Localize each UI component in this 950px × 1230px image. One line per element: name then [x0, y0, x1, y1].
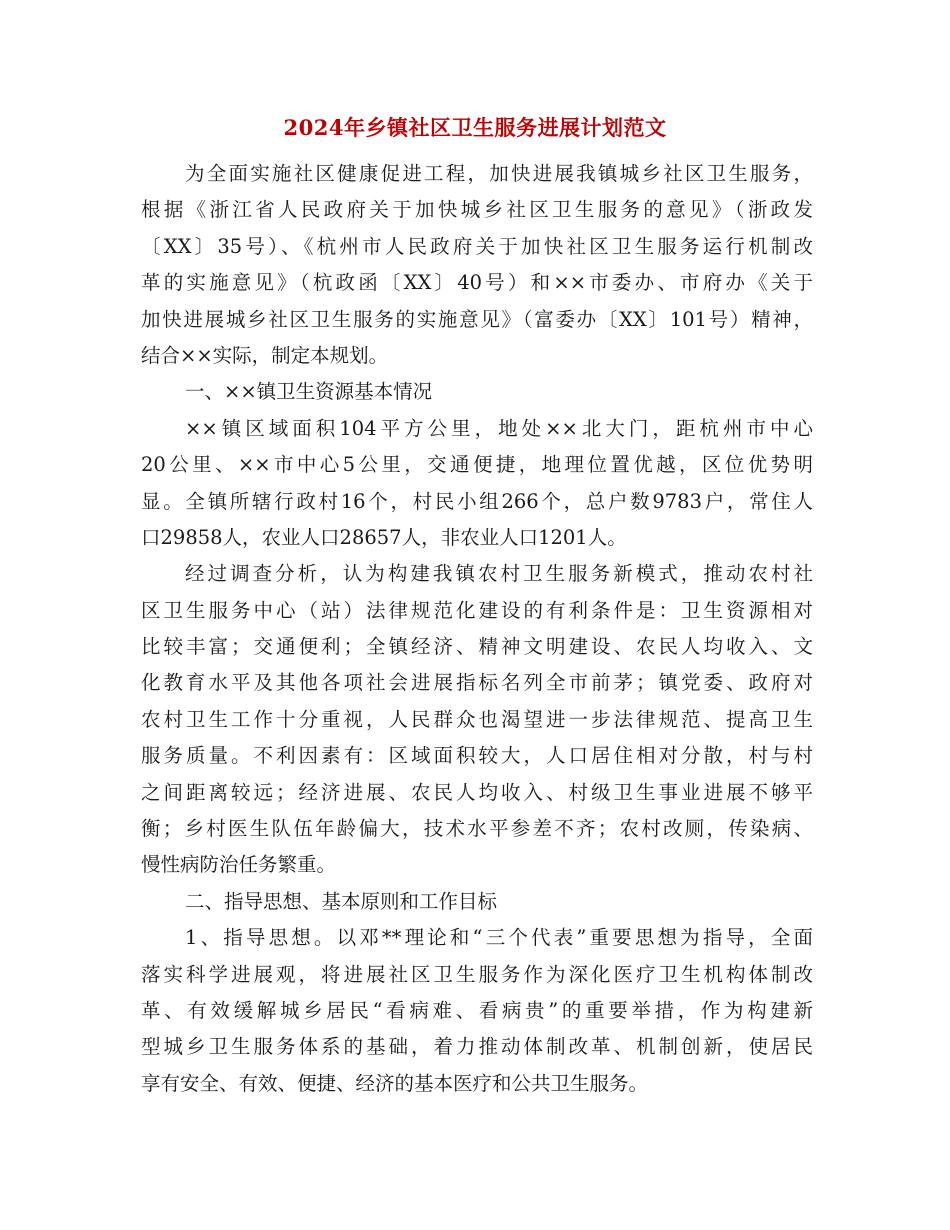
document-body: [141, 156, 813, 1102]
paragraph-line: 型城乡卫生服务体系的基础，着力推动体制改革、机制创新，使居民: [141, 1035, 813, 1059]
paragraph-line: 结合××实际，制定本规划。: [141, 343, 389, 367]
paragraph-line: 口29858人，农业人口28657人，非农业人口1201人。: [141, 525, 627, 549]
paragraph-analysis: [141, 556, 813, 884]
section-heading-text: 一、××镇卫生资源基本情况: [185, 380, 433, 404]
paragraph-guiding-ideology: [141, 920, 813, 1102]
paragraph-line: 化教育水平及其他各项社会进展指标名列全市前茅；镇党委、政府对: [141, 671, 813, 695]
paragraph-line: 革、有效缓解城乡居民“看病难、看病贵”的重要举措，作为构建新: [141, 998, 813, 1022]
paragraph-line: 〔XX〕35号）、《杭州市人民政府关于加快社区卫生服务运行机制改: [141, 234, 813, 258]
paragraph-line: 服务质量。不利因素有：区域面积较大，人口居住相对分散，村与村: [141, 744, 813, 768]
paragraph-line: 经过调查分析，认为构建我镇农村卫生服务新模式，推动农村社: [185, 562, 813, 586]
paragraph-line: 根据《浙江省人民政府关于加快城乡社区卫生服务的意见》（浙政发: [141, 198, 813, 222]
paragraph-line: 落实科学进展观，将进展社区卫生服务作为深化医疗卫生机构体制改: [141, 962, 813, 986]
paragraph-basic-situation: [141, 411, 813, 557]
section-heading-1: [141, 374, 813, 410]
paragraph-line: 享有安全、有效、便捷、经济的基本医疗和公共卫生服务。: [141, 1071, 649, 1095]
section-heading-text: 二、指导思想、基本原则和工作目标: [185, 889, 498, 913]
paragraph-line: 1、指导思想。以邓**理论和“三个代表”重要思想为指导，全面: [185, 926, 813, 950]
paragraph-line: 20公里、××市中心5公里，交通便捷，地理位置优越，区位优势明: [141, 453, 813, 477]
paragraph-line: 之间距离较远；经济进展、农民人均收入、村级卫生事业进展不够平: [141, 780, 813, 804]
paragraph-line: 比较丰富；交通便利；全镇经济、精神文明建设、农民人均收入、文: [141, 635, 813, 659]
paragraph-line: 慢性病防治任务繁重。: [141, 853, 337, 877]
document-title: 2024年乡镇社区卫生服务进展计划范文: [283, 115, 667, 140]
section-heading-2: [141, 884, 813, 920]
paragraph-line: 区卫生服务中心（站）法律规范化建设的有利条件是：卫生资源相对: [141, 598, 813, 622]
paragraph-line: 为全面实施社区健康促进工程，加快进展我镇城乡社区卫生服务，: [185, 162, 813, 185]
paragraph-line: ××镇区域面积104平方公里，地处××北大门，距杭州市中心: [185, 416, 813, 440]
paragraph-line: 革的实施意见》（杭政函〔XX〕40号）和××市委办、市府办《关于: [141, 271, 813, 295]
paragraph-line: 加快进展城乡社区卫生服务的实施意见》（富委办〔XX〕101号）精神，: [141, 307, 813, 331]
paragraph-line: 显。全镇所辖行政村16个，村民小组266个，总户数9783户，常住人: [141, 489, 813, 513]
paragraph-line: 衡；乡村医生队伍年龄偏大，技术水平参差不齐；农村改厕，传染病、: [141, 817, 813, 841]
paragraph-intro: [141, 156, 813, 374]
paragraph-line: 农村卫生工作十分重视，人民群众也渴望进一步法律规范、提高卫生: [141, 707, 813, 731]
